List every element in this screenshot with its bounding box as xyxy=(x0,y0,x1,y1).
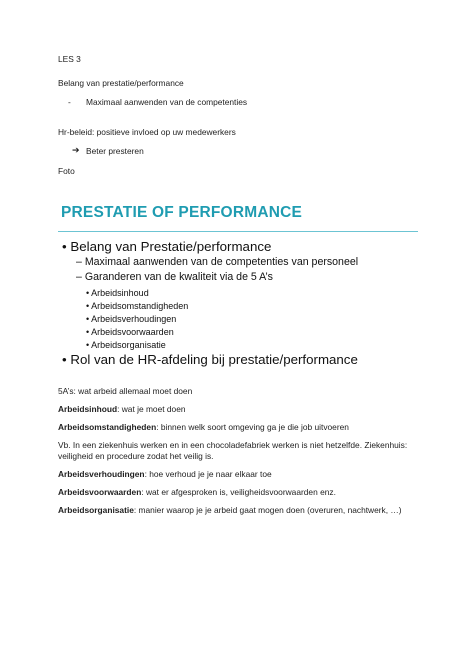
term-arbeidsvoorwaarden: Arbeidsvoorwaarden xyxy=(58,487,142,497)
slide-item-arbeidsverhoudingen: • Arbeidsverhoudingen xyxy=(86,314,177,324)
slide-item-arbeidsorganisatie: • Arbeidsorganisatie xyxy=(86,340,166,350)
example-line-1: Vb. In een ziekenhuis werken en in een chocoladefabriek werken is niet hetzelfde. Ziekenhuis: xyxy=(58,440,408,450)
notes-foto-label: Foto xyxy=(58,166,75,176)
term-arbeidsinhoud: Arbeidsinhoud xyxy=(58,404,118,414)
slide-item-arbeidsomstandigheden: • Arbeidsomstandigheden xyxy=(86,301,189,311)
term-arbeidsorganisatie: Arbeidsorganisatie xyxy=(58,505,134,515)
slide-bullet-belang: • Belang van Prestatie/performance xyxy=(62,239,272,254)
notes-competenties-line: Maximaal aanwenden van de competenties xyxy=(86,97,248,107)
explanation-arbeidsomstandigheden xyxy=(58,422,349,433)
slide-sub-bullet-kwaliteit: – Garanderen van de kwaliteit via de 5 A’s xyxy=(76,271,273,283)
explanation-arbeidsinhoud xyxy=(58,404,186,415)
text-arbeidsverhoudingen: : hoe verhoud je je naar elkaar toe xyxy=(144,469,272,479)
notes-hr-beleid-line: Hr-beleid: positieve invloed op uw medewerkers xyxy=(58,127,236,137)
slide-divider xyxy=(58,231,418,232)
text-arbeidsomstandigheden: : binnen welk soort omgeving ga je die job uitvoeren xyxy=(156,422,349,432)
notes-les-label: LES 3 xyxy=(58,54,81,64)
notes-belang-heading: Belang van prestatie/performance xyxy=(58,78,184,88)
explanation-intro: 5A’s: wat arbeid allemaal moet doen xyxy=(58,386,193,396)
explanation-arbeidsorganisatie xyxy=(58,505,402,516)
notes-dash-marker: - xyxy=(68,97,71,107)
slide-item-arbeidsvoorwaarden: • Arbeidsvoorwaarden xyxy=(86,327,174,337)
text-arbeidsorganisatie: : manier waarop je je arbeid gaat mogen doen (overuren, nachtwerk, …) xyxy=(133,505,402,515)
term-arbeidsverhoudingen: Arbeidsverhoudingen xyxy=(58,469,145,479)
text-arbeidsinhoud: : wat je moet doen xyxy=(117,404,186,414)
explanation-arbeidsvoorwaarden xyxy=(58,487,336,498)
slide-bullet-rol-hr: • Rol van de HR-afdeling bij prestatie/performance xyxy=(62,352,358,367)
slide-title: PRESTATIE OF PERFORMANCE xyxy=(61,204,303,221)
slide-item-arbeidsinhoud: • Arbeidsinhoud xyxy=(86,288,149,298)
right-arrow-icon: ➔ xyxy=(72,145,80,155)
text-arbeidsvoorwaarden: : wat er afgesproken is, veiligheidsvoorwaarden enz. xyxy=(141,487,336,497)
notes-beter-presteren: Beter presteren xyxy=(86,146,144,156)
term-arbeidsomstandigheden: Arbeidsomstandigheden xyxy=(58,422,157,432)
example-line-2: veiligheid en procedure zodat het veilig is. xyxy=(58,451,214,461)
slide-sub-bullet-competenties: – Maximaal aanwenden van de competenties van personeel xyxy=(76,256,359,268)
explanation-arbeidsverhoudingen xyxy=(58,469,272,480)
